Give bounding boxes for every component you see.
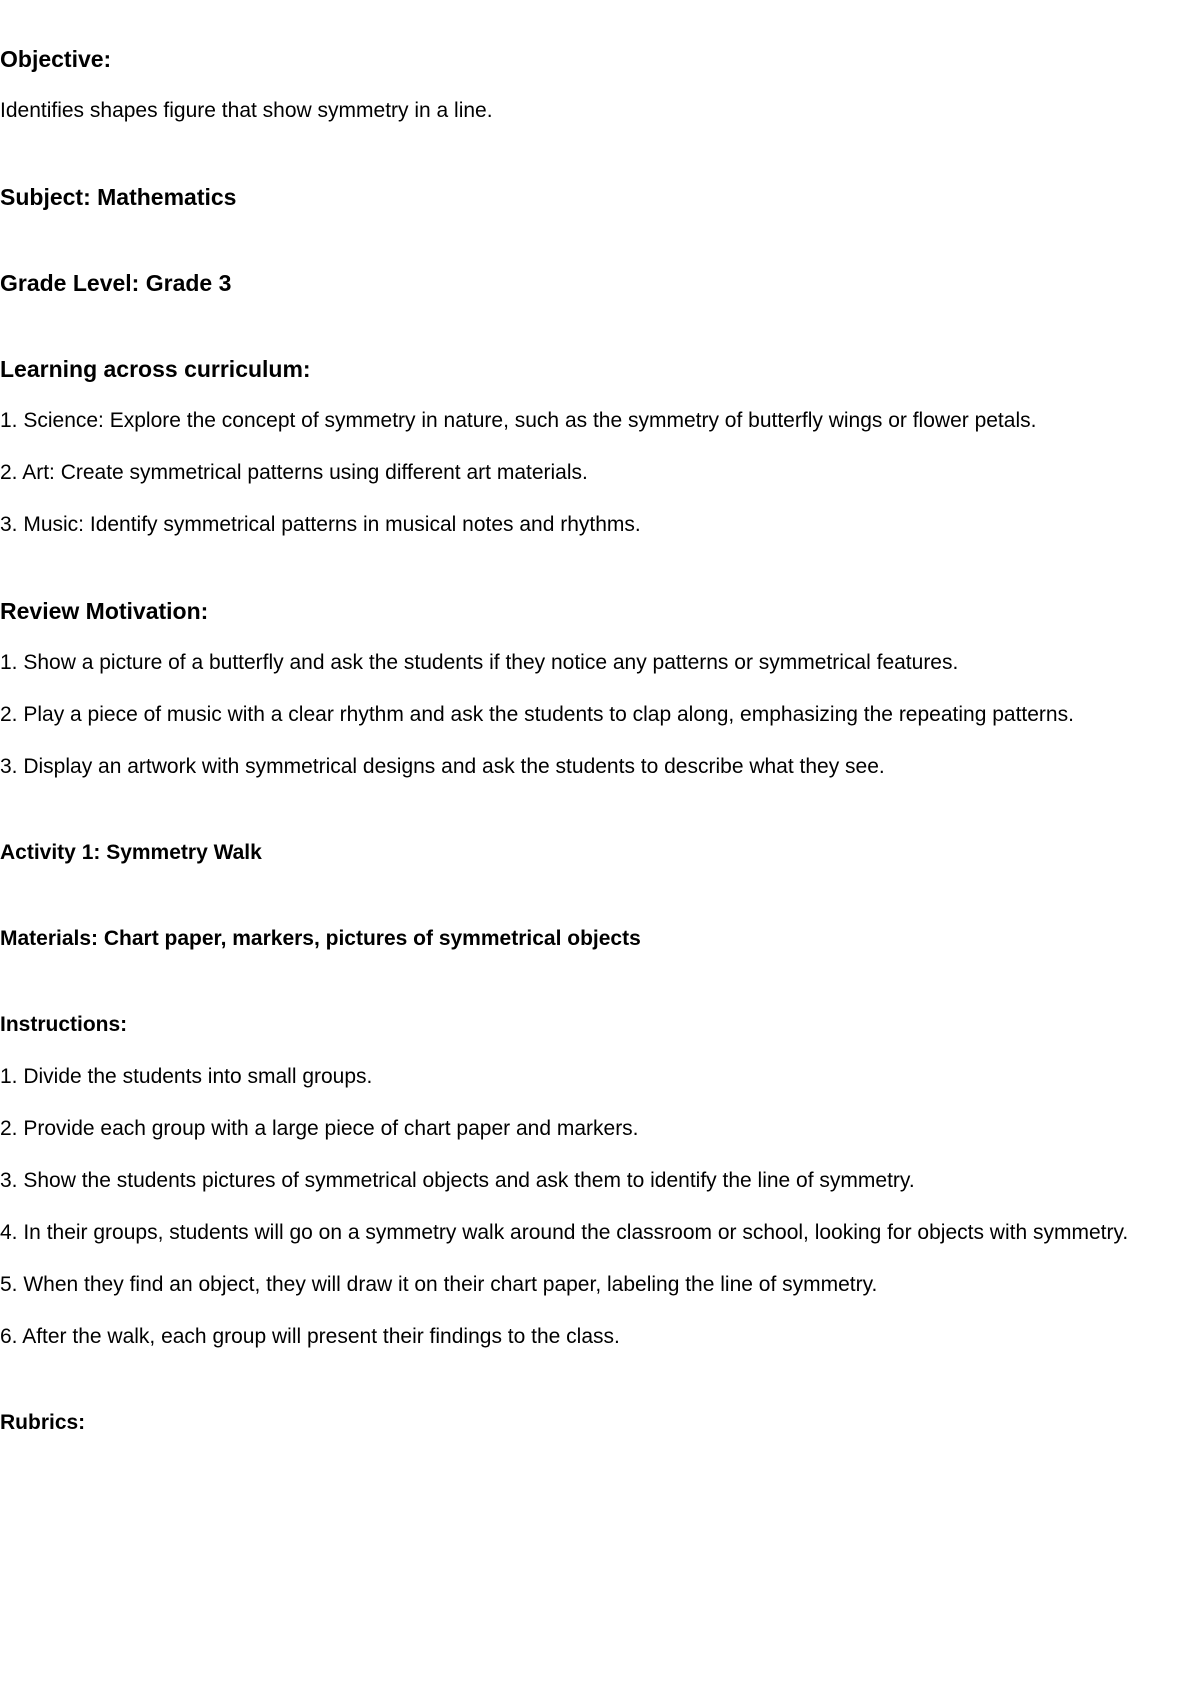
subject-heading: Subject: Mathematics	[0, 184, 237, 210]
learning-across-curriculum-heading: Learning across curriculum:	[0, 356, 311, 382]
rubrics-heading: Rubrics:	[0, 1411, 86, 1434]
activity-title: Activity 1: Symmetry Walk	[0, 841, 262, 864]
objective-text: Identifies shapes figure that show symmetry in a line.	[0, 99, 493, 122]
list-item: 3. Music: Identify symmetrical patterns in musical notes and rhythms.	[0, 513, 641, 536]
list-item: 1. Divide the students into small groups.	[0, 1065, 373, 1088]
list-item: 3. Show the students pictures of symmetrical objects and ask them to identify the line of symmetry.	[0, 1169, 915, 1192]
list-item: 2. Play a piece of music with a clear rhythm and ask the students to clap along, emphasizing the repeating patterns.	[0, 703, 1074, 726]
list-item: 5. When they find an object, they will draw it on their chart paper, labeling the line of symmetry.	[0, 1273, 878, 1296]
list-item: 3. Display an artwork with symmetrical designs and ask the students to describe what they see.	[0, 755, 885, 778]
spacer	[0, 891, 1200, 924]
spacer	[0, 805, 1200, 838]
grade-level-heading: Grade Level: Grade 3	[0, 270, 232, 296]
objective-heading: Objective:	[0, 46, 112, 72]
spacer	[0, 1375, 1200, 1408]
list-item: 1. Science: Explore the concept of symmetry in nature, such as the symmetry of butterfly wings or flower petals.	[0, 409, 1037, 432]
list-item: 1. Show a picture of a butterfly and ask the students if they notice any patterns or symmetrical features.	[0, 651, 959, 674]
spacer	[0, 563, 1200, 596]
list-item: 2. Provide each group with a large piece of chart paper and markers.	[0, 1117, 639, 1140]
spacer	[0, 321, 1200, 354]
materials-heading: Materials: Chart paper, markers, pictures of symmetrical objects	[0, 927, 641, 950]
review-motivation-list	[0, 649, 1200, 781]
spacer	[0, 149, 1200, 182]
instructions-heading: Instructions:	[0, 1013, 128, 1036]
list-item: 2. Art: Create symmetrical patterns using different art materials.	[0, 461, 588, 484]
review-motivation-heading: Review Motivation:	[0, 598, 209, 624]
list-item: 6. After the walk, each group will present their findings to the class.	[0, 1325, 620, 1348]
spacer	[0, 977, 1200, 1010]
learning-across-curriculum-list	[0, 407, 1200, 539]
instructions-list	[0, 1063, 1200, 1351]
spacer	[0, 235, 1200, 268]
list-item: 4. In their groups, students will go on a symmetry walk around the classroom or school, looking for objects with symmetry.	[0, 1221, 1129, 1244]
